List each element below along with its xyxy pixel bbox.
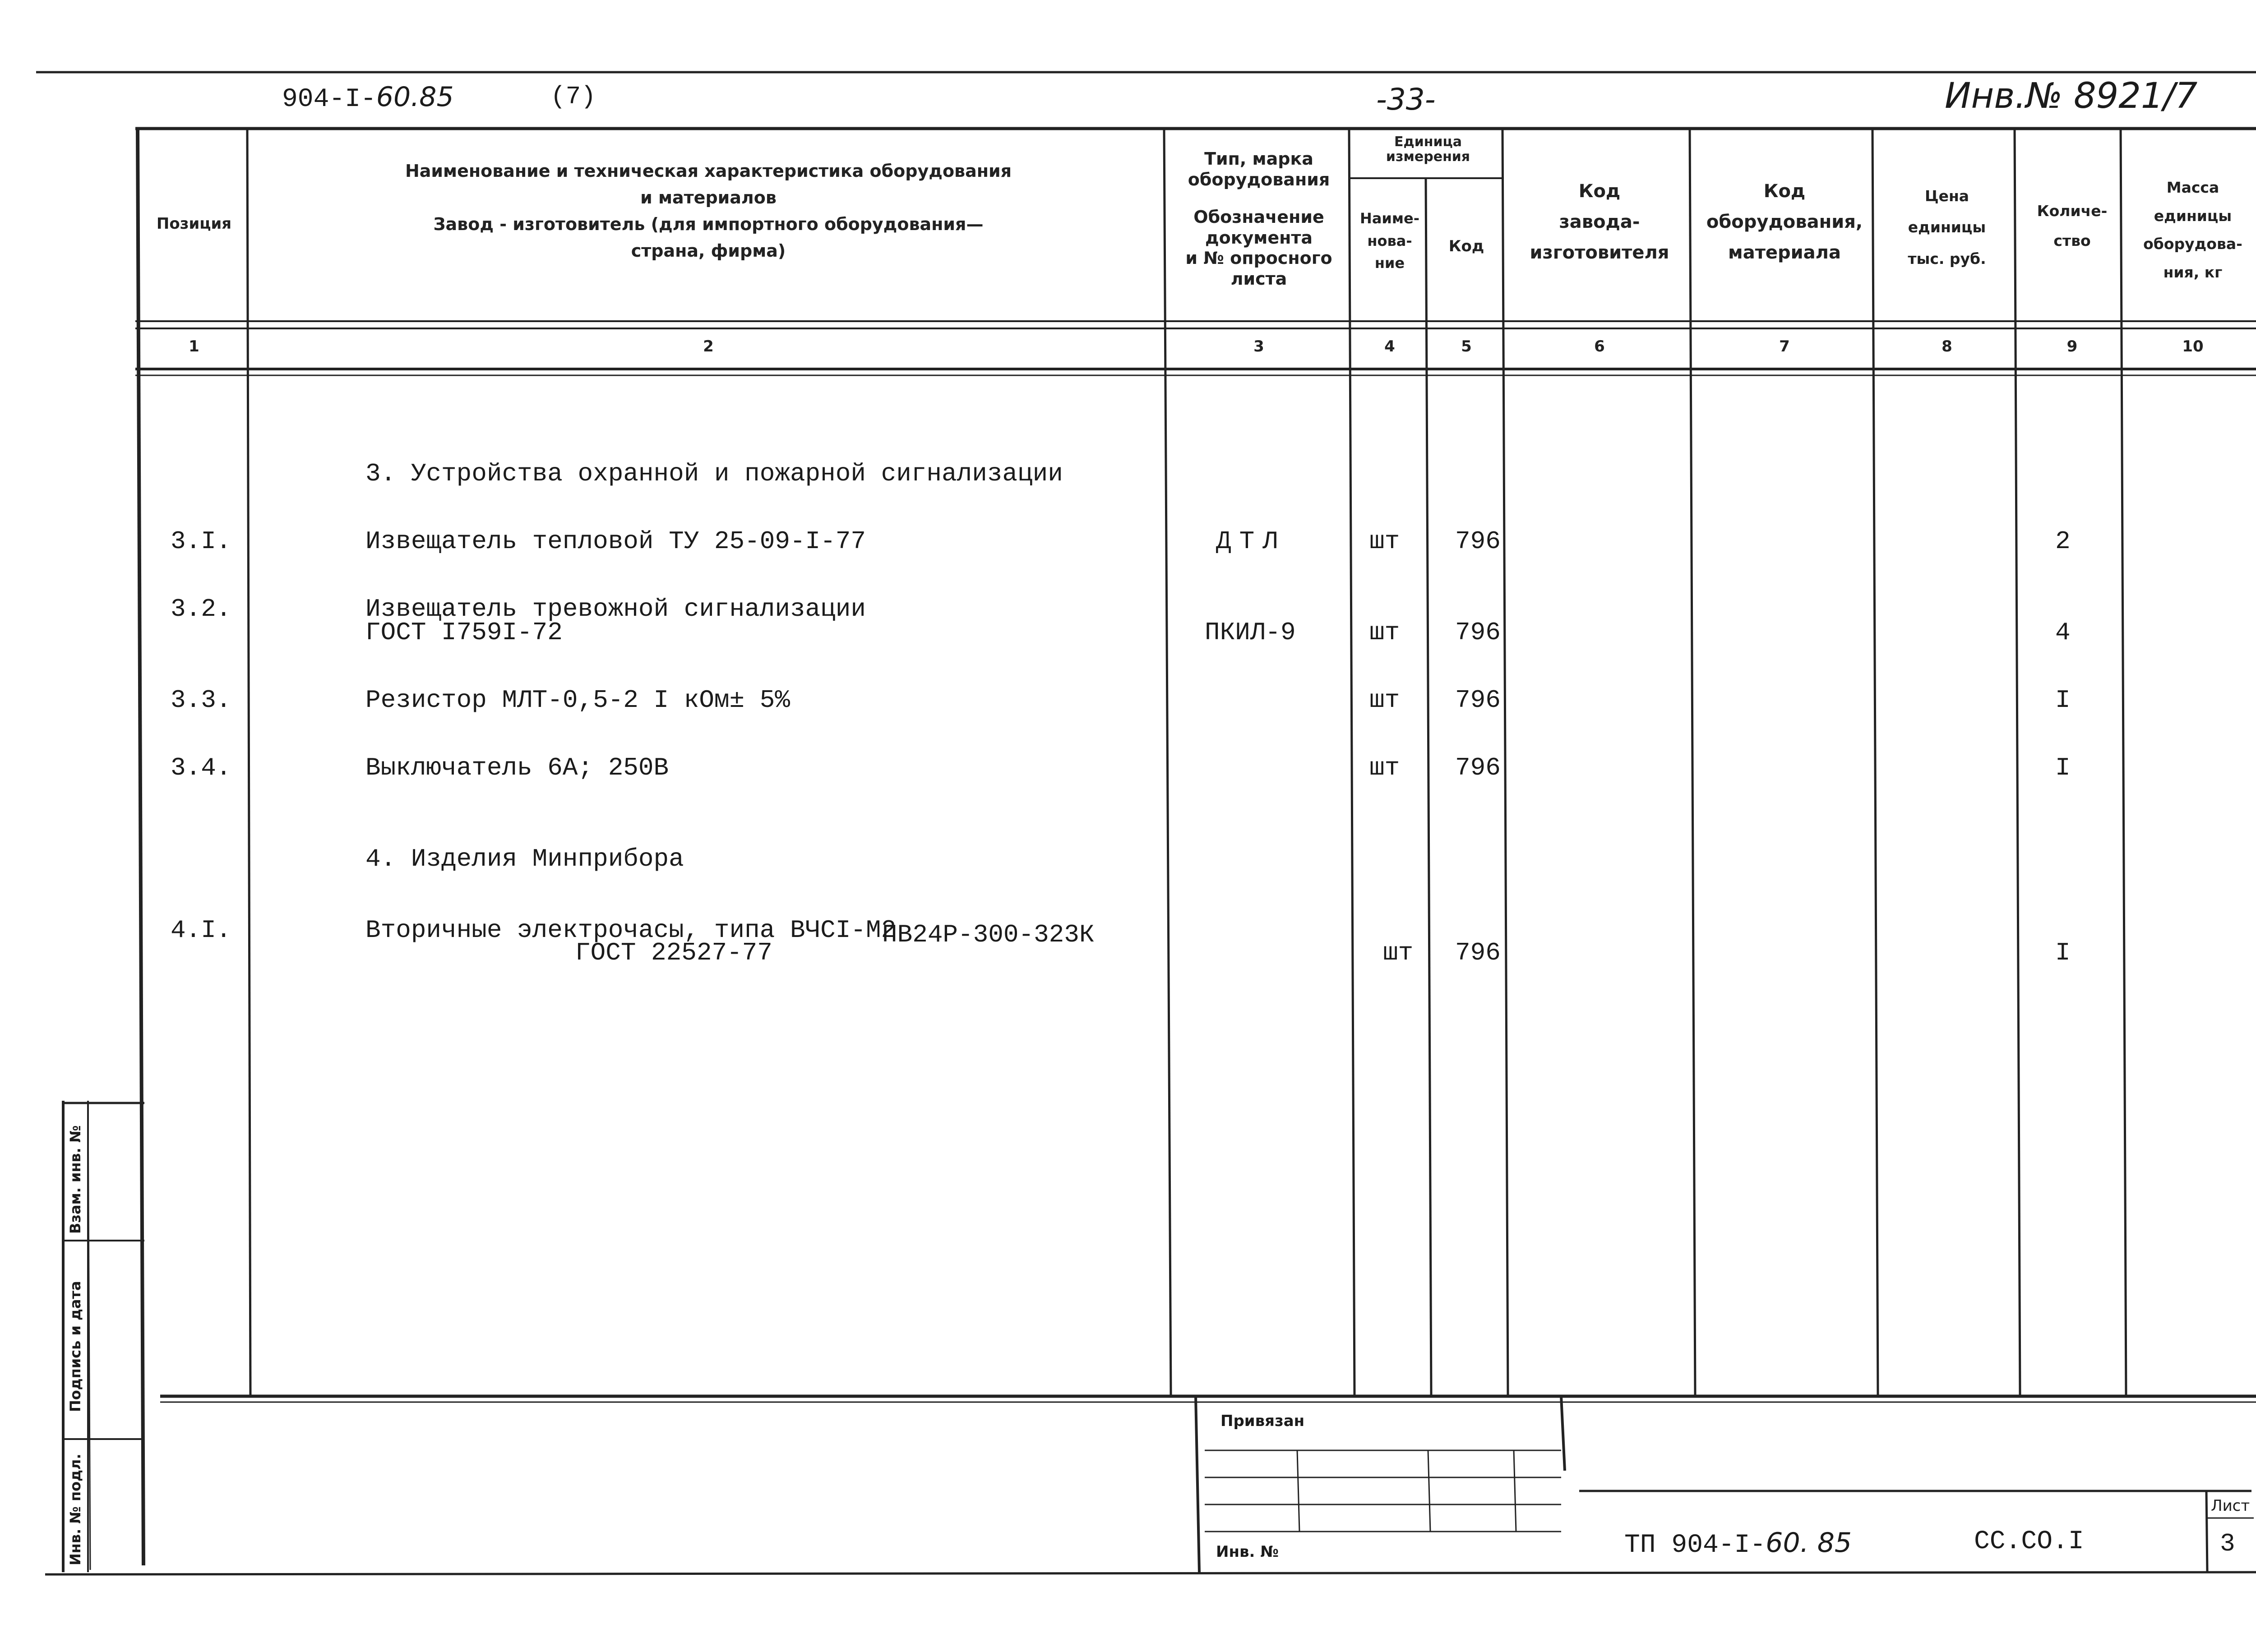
header-type-b1: Обозначение (1193, 207, 1324, 227)
stamp-tp-code (1624, 1527, 1852, 1560)
section-3-title: 3. Устройства охранной и пожарной сигнализации (365, 459, 1063, 488)
row-quantity: I (2055, 686, 2071, 715)
header-type-b2: документа (1205, 227, 1313, 248)
header-type-a1: Тип, марка (1204, 149, 1313, 169)
stamp-list-number: 3 (2220, 1529, 2235, 1558)
row-name-line2: ГОСТ I759I-72 (365, 618, 563, 647)
colnum-6: 6 (1594, 337, 1605, 355)
header-name-line4: страна, фирма) (631, 240, 786, 261)
header-unit-group-1: Единица (1394, 134, 1462, 150)
header-position: Позиция (156, 215, 232, 233)
header-unit-name (1351, 208, 1428, 275)
header-price-2: единицы (1908, 218, 1986, 236)
header-quantity-2: ство (2053, 232, 2091, 249)
header-factory-code-3: изготовителя (1530, 242, 1669, 263)
header-name-line1: Наименование и техническая характеристика оборудования (405, 161, 1012, 181)
header-type (1169, 149, 1349, 290)
header-factory-code-2: завода- (1559, 212, 1640, 232)
row-name: Резистор МЛТ-0,5-2 I кОм± 5% (365, 686, 790, 715)
row-quantity: I (2055, 938, 2071, 967)
header-type-b3: и № опросного (1185, 248, 1332, 268)
header-price (1877, 180, 2017, 274)
header-type-a2: оборудования (1188, 169, 1330, 189)
row-name: Извещатель тепловой ТУ 25-09-I-77 (365, 527, 866, 556)
header-equipment-code-3: материала (1728, 242, 1841, 263)
row-name: Извещатель тревожной сигнализации (365, 595, 866, 623)
header-name (280, 158, 1137, 264)
row-unit: шт (1369, 618, 1400, 647)
header-factory-code-1: Код (1578, 181, 1621, 202)
section-4-title: 4. Изделия Минприбора (365, 844, 684, 873)
header-name-line2: и материалов (640, 187, 777, 208)
row-type: ДТЛ (1216, 527, 1286, 556)
header-unit-name-1: Наиме- (1360, 210, 1419, 227)
colnum-8: 8 (1942, 337, 1952, 355)
colnum-1: 1 (189, 337, 199, 355)
header-equipment-code-2: оборудования, (1706, 212, 1863, 232)
row-type: ПВ24Р-300-323К (882, 920, 1095, 949)
row-position: 3.3. (171, 686, 231, 715)
stamp-tp-handwritten: 60. 85 (1766, 1527, 1852, 1559)
side-podpis: Подпись и дата (67, 1281, 84, 1412)
header-unit-name-2: нова- (1367, 232, 1412, 249)
row-code: 796 (1455, 753, 1501, 782)
row-unit: шт (1369, 753, 1400, 782)
row-code: 796 (1455, 527, 1501, 556)
row-code: 796 (1455, 686, 1501, 715)
row-position: 3.I. (171, 527, 231, 556)
header-equipment-code (1694, 176, 1875, 268)
side-vzam: Взам. инв. № (67, 1125, 84, 1234)
doc-code-handwritten: 60.85 (376, 81, 454, 113)
stamp-tp-typed: ТП 904-I- (1624, 1531, 1766, 1560)
row-quantity: I (2055, 753, 2071, 782)
colnum-2: 2 (703, 337, 714, 355)
header-name-line3: Завод - изготовитель (для импортного оборудования— (433, 214, 984, 234)
row-code: 796 (1455, 618, 1501, 647)
row-position: 3.2. (171, 595, 231, 623)
stamp-inv-no: Инв. № (1216, 1543, 1279, 1561)
row-unit: шт (1383, 938, 1414, 967)
header-quantity (2019, 196, 2125, 256)
header-price-1: Цена (1924, 187, 1969, 205)
header-quantity-1: Количе- (2037, 202, 2108, 220)
side-inv-podl: Инв. № подл. (67, 1454, 84, 1565)
colnum-3: 3 (1253, 337, 1264, 355)
doc-code-typed: 904-I- (282, 85, 376, 114)
header-type-b4: листа (1230, 268, 1287, 289)
row-code: 796 (1455, 938, 1501, 967)
row-position: 3.4. (171, 753, 231, 782)
colnum-9: 9 (2066, 337, 2078, 355)
header-equipment-code-1: Код (1763, 181, 1806, 202)
header-unit-name-3: ние (1374, 254, 1405, 272)
inventory-number: Инв.№ 8921/7 (1945, 76, 2198, 116)
header-unit-group-2: измерения (1386, 149, 1470, 165)
sheet-seq: (7) (550, 82, 596, 111)
stamp-cc-code: СС.СО.I (1974, 1527, 2084, 1556)
row-name-line2: ГОСТ 22527-77 (575, 938, 772, 967)
header-price-3: тыс. руб. (1908, 249, 1986, 268)
colnum-7: 7 (1779, 337, 1790, 355)
header-unit-code: Код (1448, 237, 1484, 255)
stamp-list-label: Лист (2211, 1497, 2250, 1515)
row-quantity: 2 (2055, 527, 2071, 556)
row-position: 4.I. (171, 916, 231, 945)
colnum-5: 5 (1461, 337, 1472, 355)
header-mass-3: оборудова- (2143, 235, 2242, 253)
header-unit-group (1351, 134, 1505, 164)
header-mass-1: Масса (2166, 179, 2219, 196)
row-type: ПКИЛ-9 (1205, 618, 1296, 647)
colnum-4: 4 (1384, 337, 1395, 355)
header-mass-4: ния, кг (2163, 263, 2223, 281)
header-mass-2: единицы (2154, 207, 2232, 225)
header-mass (2125, 174, 2256, 287)
row-name: Выключатель 6А; 250В (365, 753, 669, 782)
stamp-privyazan: Привязан (1220, 1412, 1305, 1430)
header-factory-code (1507, 176, 1692, 268)
page-number: -33- (1376, 82, 1436, 117)
row-unit: шт (1369, 527, 1400, 556)
row-unit: шт (1369, 686, 1400, 715)
row-name: Вторичные электрочасы, типа ВЧСI-М2 (365, 916, 897, 945)
doc-code (282, 81, 454, 114)
colnum-10: 10 (2182, 337, 2204, 355)
row-quantity: 4 (2055, 618, 2071, 647)
